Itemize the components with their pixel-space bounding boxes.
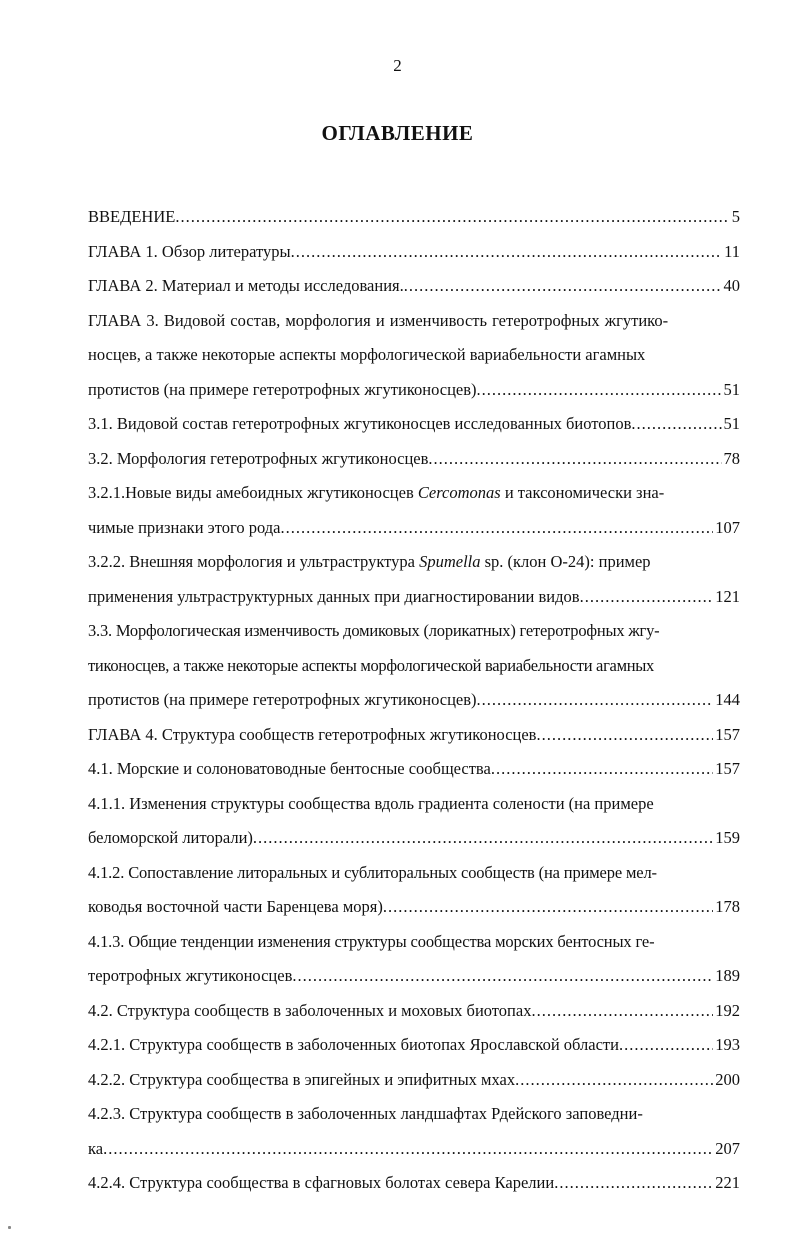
toc-entry-text: носцев, а также некоторые аспекты морфологической вариабельности агамных bbox=[88, 345, 646, 364]
toc-page-number: 189 bbox=[715, 966, 740, 985]
toc-page-number: 121 bbox=[715, 586, 740, 606]
toc-page-number: 11 bbox=[724, 241, 740, 261]
dot-leader bbox=[280, 511, 713, 546]
toc-entry-text: применения ультраструктурных данных при диагностировании видов bbox=[88, 586, 580, 606]
toc-entry-text: 4.1.2. Сопоставление литоральных и сублиторальных сообществ (на примере мел- bbox=[88, 862, 657, 882]
toc-entry-text: ГЛАВА 4. Структура сообществ гетеротрофных жгутиконосцев bbox=[88, 724, 537, 744]
toc-entry-text: чимые признаки этого рода bbox=[88, 517, 281, 537]
toc-entry-text: протистов (на примере гетеротрофных жгутиконосцев) bbox=[88, 379, 477, 399]
toc-page-number: 200 bbox=[715, 1069, 740, 1089]
toc-entry-3-2-2 bbox=[88, 545, 740, 614]
genus-name: Cercomonas bbox=[417, 483, 501, 502]
toc-entry-chapter-1 bbox=[88, 235, 740, 270]
toc-page-number: 51 bbox=[723, 379, 740, 399]
toc-entry-text: 4.2.1. Структура сообществ в заболоченных биотопах Ярославской области bbox=[88, 1035, 619, 1054]
toc-entry-text: 3.1. Видовой состав гетеротрофных жгутиконосцев исследованных биотопов bbox=[88, 414, 632, 433]
toc-entry-chapter-2 bbox=[88, 269, 740, 304]
dot-leader bbox=[515, 1063, 713, 1098]
toc-page-number: 78 bbox=[723, 448, 740, 468]
toc-entry-text: 4.1.3. Общие тенденции изменения структуры сообщества морских бентосных ге- bbox=[88, 931, 655, 951]
dot-leader bbox=[291, 235, 723, 270]
toc-entry-text: ка bbox=[88, 1138, 104, 1158]
toc-page-number: 157 bbox=[715, 724, 740, 744]
toc-page-number: 157 bbox=[715, 759, 740, 778]
toc-entry-4-1 bbox=[88, 752, 740, 787]
toc-page-number: 207 bbox=[715, 1138, 740, 1158]
dot-leader bbox=[491, 752, 713, 787]
toc-page-number: 192 bbox=[715, 1000, 740, 1020]
toc-page-number: 40 bbox=[723, 276, 740, 295]
genus-name: Spumella bbox=[419, 552, 481, 571]
toc-entry-text: 4.1.1. Изменения структуры сообщества вдоль градиента солености (на примере bbox=[88, 793, 654, 813]
toc-entry-text: ководья восточной части Баренцева моря) bbox=[88, 897, 383, 916]
toc-entry-text: 4.1. Морские и солоноватоводные бентосные сообщества bbox=[88, 759, 491, 778]
toc-entry-4-2-3 bbox=[88, 1097, 740, 1166]
toc-page-number: 107 bbox=[715, 517, 740, 537]
toc-entry-introduction bbox=[88, 200, 740, 235]
table-of-contents bbox=[88, 200, 740, 1201]
toc-entry-3-1 bbox=[88, 407, 740, 442]
toc-entry-chapter-3 bbox=[88, 304, 740, 408]
toc-page-number: 159 bbox=[715, 828, 740, 847]
toc-entry-text: беломорской литорали) bbox=[88, 828, 253, 847]
dot-leader bbox=[253, 821, 713, 856]
dot-leader bbox=[428, 442, 721, 477]
toc-entry-text: 4.2.4. Структура сообщества в сфагновых болотах севера Карелии bbox=[88, 1173, 555, 1192]
toc-entry-text: ГЛАВА 3. Видовой состав, морфология и изменчивость гетеротрофных жгутико- bbox=[88, 310, 669, 330]
dot-leader bbox=[383, 890, 713, 925]
toc-page-number: 144 bbox=[715, 690, 740, 709]
dot-leader bbox=[477, 683, 714, 718]
toc-entry-text: 4.2.2. Структура сообщества в эпигейных и эпифитных мхах bbox=[88, 1069, 516, 1089]
dot-leader bbox=[292, 959, 713, 994]
toc-entry-text: ВВЕДЕНИЕ bbox=[88, 207, 176, 226]
dot-leader bbox=[619, 1028, 713, 1063]
toc-entry-3-2 bbox=[88, 442, 740, 477]
toc-entry-chapter-4 bbox=[88, 718, 740, 753]
dot-leader bbox=[631, 407, 721, 442]
toc-entry-text: ГЛАВА 1. Обзор литературы bbox=[88, 241, 291, 261]
dot-leader bbox=[103, 1132, 713, 1167]
toc-entry-text: 4.2.3. Структура сообществ в заболоченных ландшафтах Рдейского заповедни- bbox=[88, 1104, 643, 1123]
toc-entry-text: протистов (на примере гетеротрофных жгутиконосцев) bbox=[88, 690, 477, 709]
dot-leader bbox=[404, 269, 722, 304]
toc-page-number: 178 bbox=[715, 897, 740, 916]
toc-entry-text: 3.2.1.Новые виды амебоидных жгутиконосцев Cercomonas и таксономически зна- bbox=[88, 483, 665, 502]
toc-entry-4-2-2 bbox=[88, 1063, 740, 1098]
toc-entry-4-1-3 bbox=[88, 925, 740, 994]
dot-leader bbox=[580, 580, 714, 615]
toc-entry-text: 3.3. Морфологическая изменчивость домиковых (лорикатных) гетеротрофных жгу- bbox=[88, 621, 660, 640]
dot-leader bbox=[536, 718, 713, 753]
toc-entry-text: 3.2.2. Внешняя морфология и ультраструктура Spumella sp. (клон О-24): пример bbox=[88, 552, 651, 571]
toc-entry-4-1-1 bbox=[88, 787, 740, 856]
toc-entry-text: тиконосцев, а также некоторые аспекты морфологической вариабельности агамных bbox=[88, 655, 654, 675]
toc-entry-4-1-2 bbox=[88, 856, 740, 925]
toc-entry-text: 4.2. Структура сообществ в заболоченных и моховых биотопах bbox=[88, 1000, 532, 1020]
toc-page-number: 51 bbox=[723, 414, 740, 433]
toc-entry-3-2-1 bbox=[88, 476, 740, 545]
dot-leader bbox=[531, 994, 713, 1029]
toc-entry-4-2-4 bbox=[88, 1166, 740, 1201]
toc-page-number: 193 bbox=[715, 1035, 740, 1054]
dot-leader bbox=[175, 200, 729, 235]
toc-entry-4-2 bbox=[88, 994, 740, 1029]
dot-leader bbox=[477, 373, 722, 408]
dot-leader bbox=[554, 1166, 713, 1201]
scan-artifact bbox=[8, 1226, 11, 1229]
toc-page-number: 221 bbox=[715, 1173, 740, 1192]
page-title: ОГЛАВЛЕНИЕ bbox=[321, 121, 474, 145]
toc-page-number: 5 bbox=[731, 207, 740, 226]
toc-entry-4-2-1 bbox=[88, 1028, 740, 1063]
toc-entry-3-3 bbox=[88, 614, 740, 718]
toc-entry-text: теротрофных жгутиконосцев bbox=[88, 966, 293, 985]
toc-entry-text: 3.2. Морфология гетеротрофных жгутиконосцев bbox=[88, 448, 429, 468]
page-number: 2 bbox=[393, 56, 402, 75]
toc-entry-text: ГЛАВА 2. Материал и методы исследования. bbox=[88, 276, 404, 295]
